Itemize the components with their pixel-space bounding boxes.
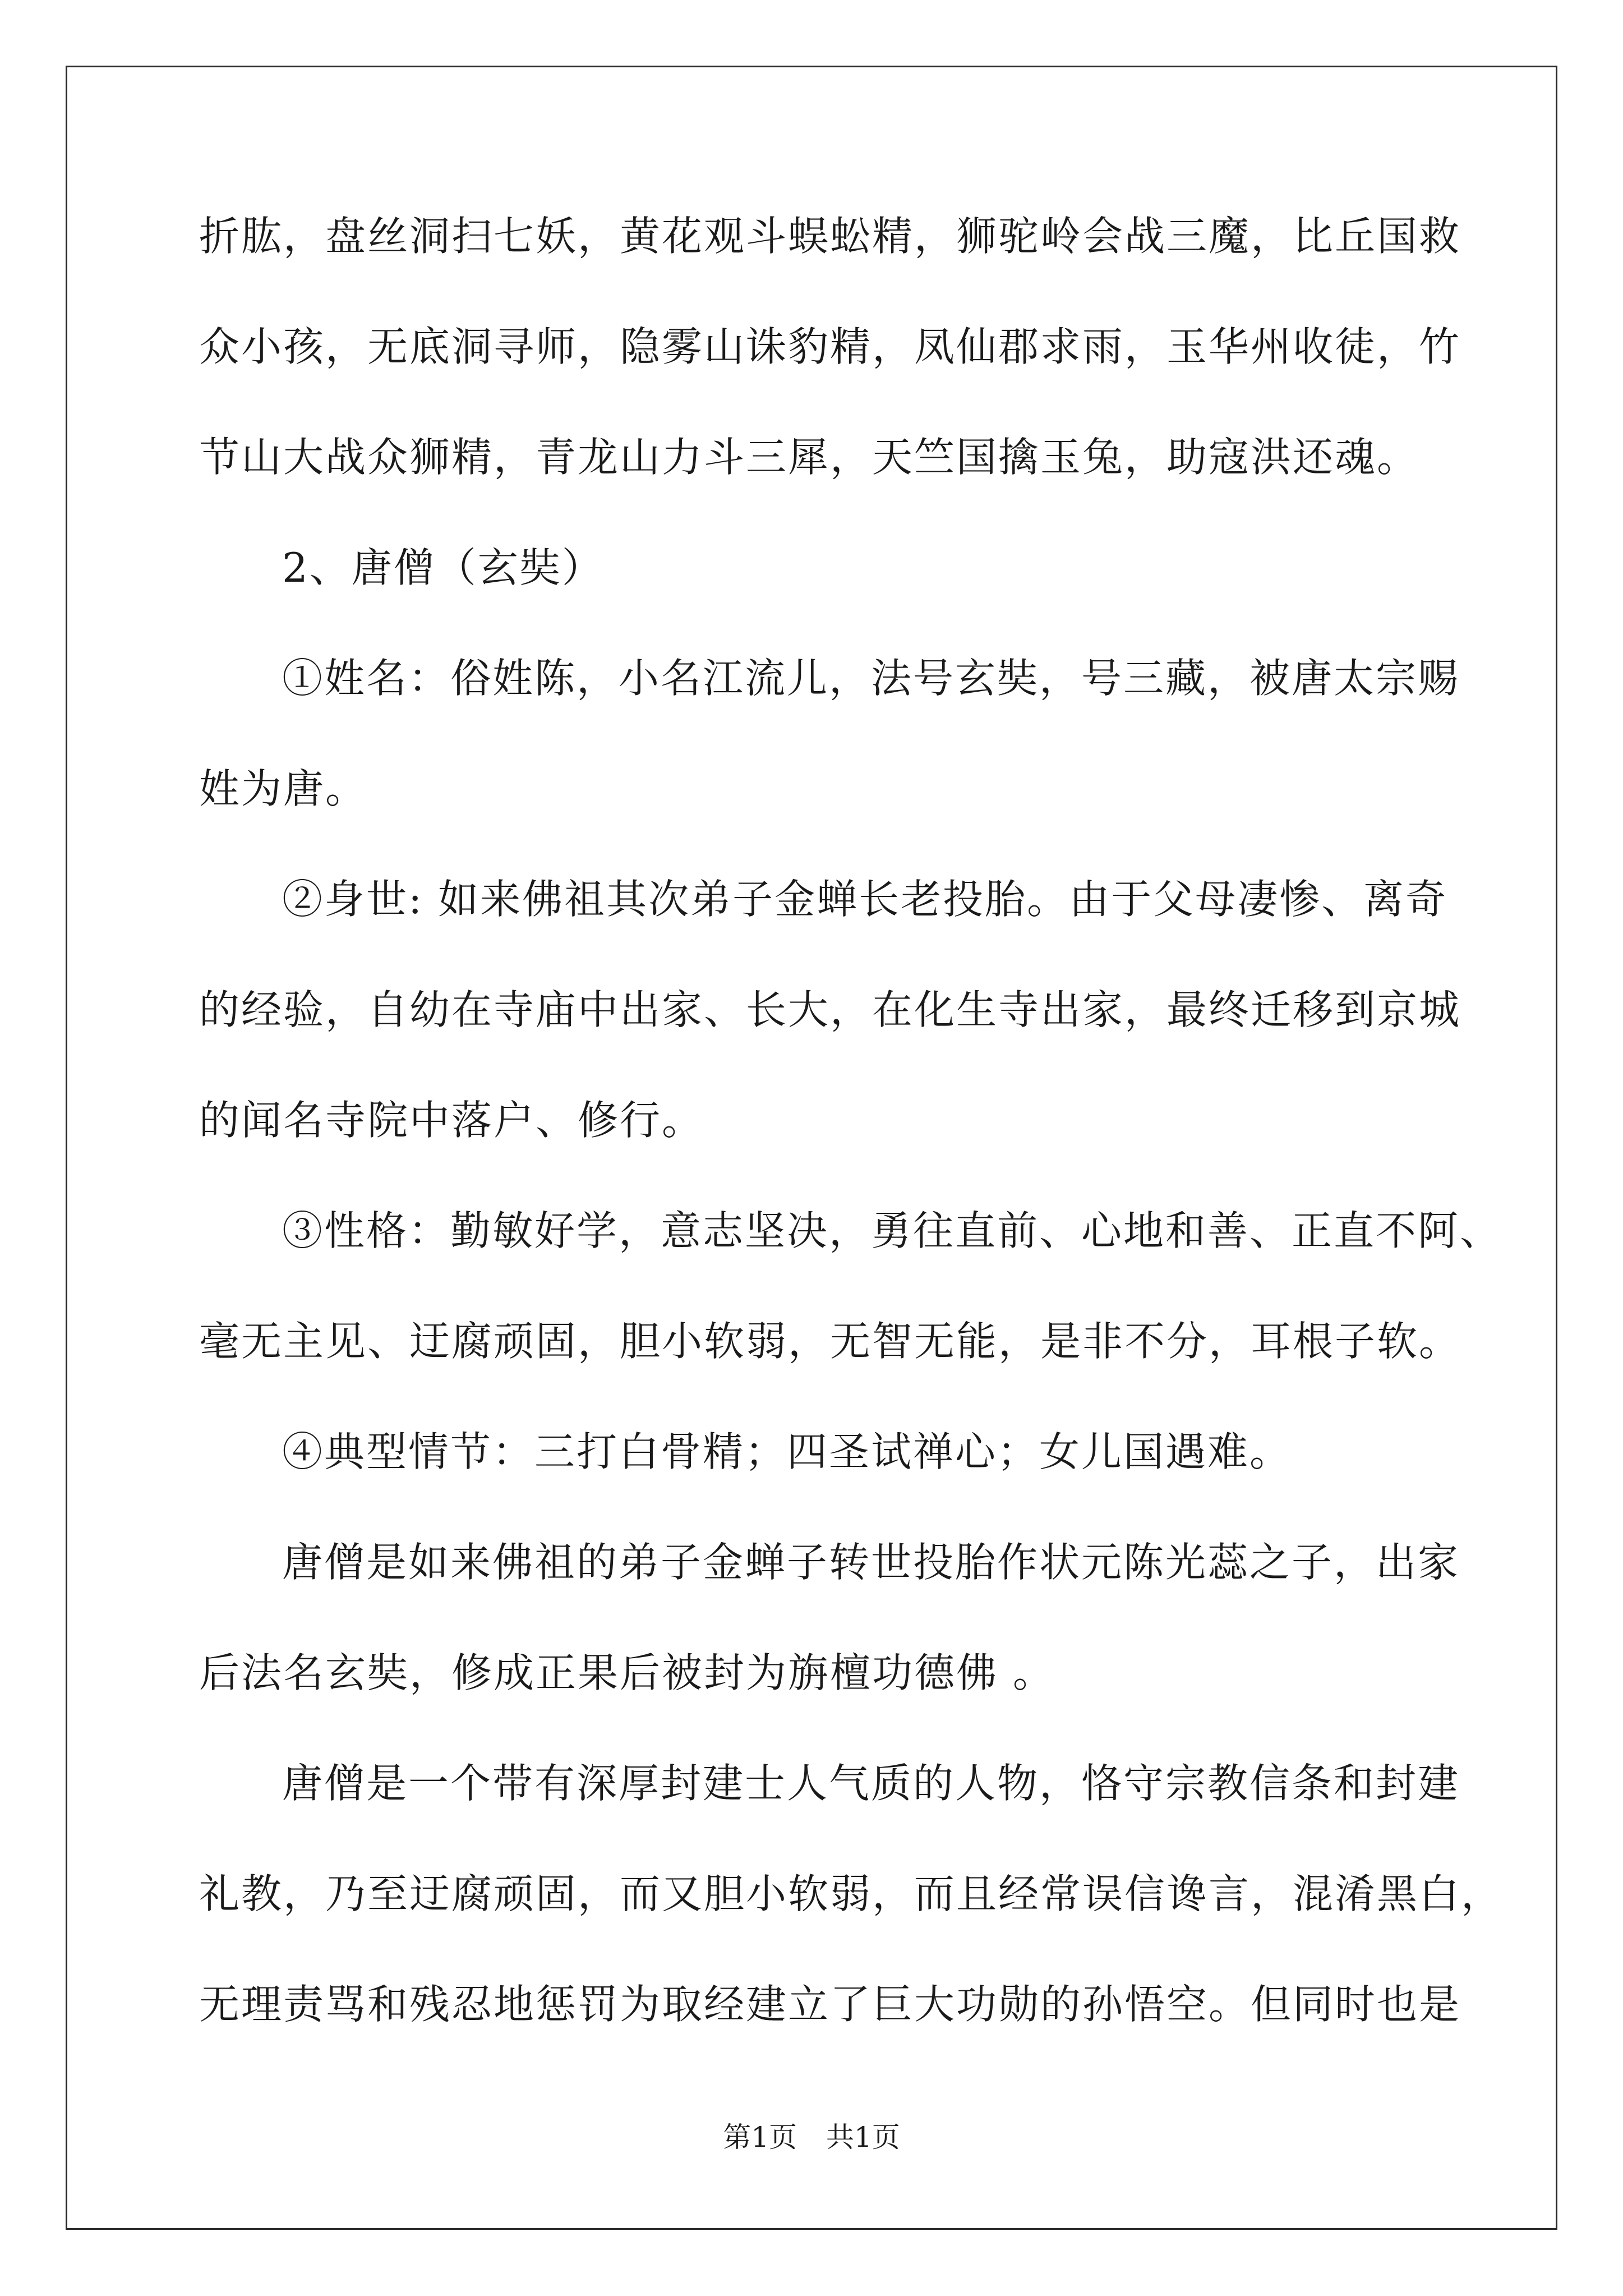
text-line-11: 毫无主见、迂腐顽固，胆小软弱，无智无能，是非不分，耳根子软。 xyxy=(199,1318,1461,1365)
current-page-number: 第1页 xyxy=(723,2121,797,2154)
text-line-2: 众小孩，无底洞寻师，隐雾山诛豹精，凤仙郡求雨，玉华州收徒，竹 xyxy=(199,323,1461,370)
text-line-17: 无理责骂和残忍地惩罚为取经建立了巨大功勋的孙悟空。但同时也是 xyxy=(199,1981,1461,2028)
text-line-3: 节山大战众狮精，青龙山力斗三犀，天竺国擒玉兔，助寇洪还魂。 xyxy=(199,434,1419,481)
text-line-1: 折肱，盘丝洞扫七妖，黄花观斗蜈蚣精，狮驼岭会战三魔，比丘国救 xyxy=(199,213,1461,260)
text-line-plots: ④典型情节：三打白骨精；四圣试禅心；女儿国遇难。 xyxy=(282,1428,1292,1475)
total-pages: 共1页 xyxy=(826,2121,900,2154)
text-line-personality: ③性格：勤敏好学，意志坚决，勇往直前、心地和善、正直不阿、 xyxy=(282,1207,1502,1254)
text-line-15: 唐僧是一个带有深厚封建士人气质的人物，恪守宗教信条和封建 xyxy=(282,1760,1460,1807)
text-line-13: 唐僧是如来佛祖的弟子金蝉子转世投胎作状元陈光蕊之子，出家 xyxy=(282,1539,1460,1586)
page-footer xyxy=(0,2121,1623,2154)
section-heading-tangseng: 2、唐僧（玄奘） xyxy=(282,544,604,591)
text-line-9: 的闻名寺院中落户、修行。 xyxy=(199,1097,704,1144)
text-line-16: 礼教，乃至迂腐顽固，而又胆小软弱，而且经常误信谗言，混淆黑白， xyxy=(199,1870,1504,1917)
text-line-14: 后法名玄奘，修成正果后被封为旃檀功德佛 。 xyxy=(199,1649,1055,1696)
text-line-6: 姓为唐。 xyxy=(199,765,368,812)
text-line-background: ②身世: 如来佛祖其次弟子金蝉长老投胎。由于父母凄惨、离奇 xyxy=(282,876,1448,923)
text-line-8: 的经验，自幼在寺庙中出家、长大，在化生寺出家，最终迁移到京城 xyxy=(199,986,1461,1033)
text-line-name: ①姓名：俗姓陈，小名江流儿，法号玄奘，号三藏，被唐太宗赐 xyxy=(282,655,1460,702)
